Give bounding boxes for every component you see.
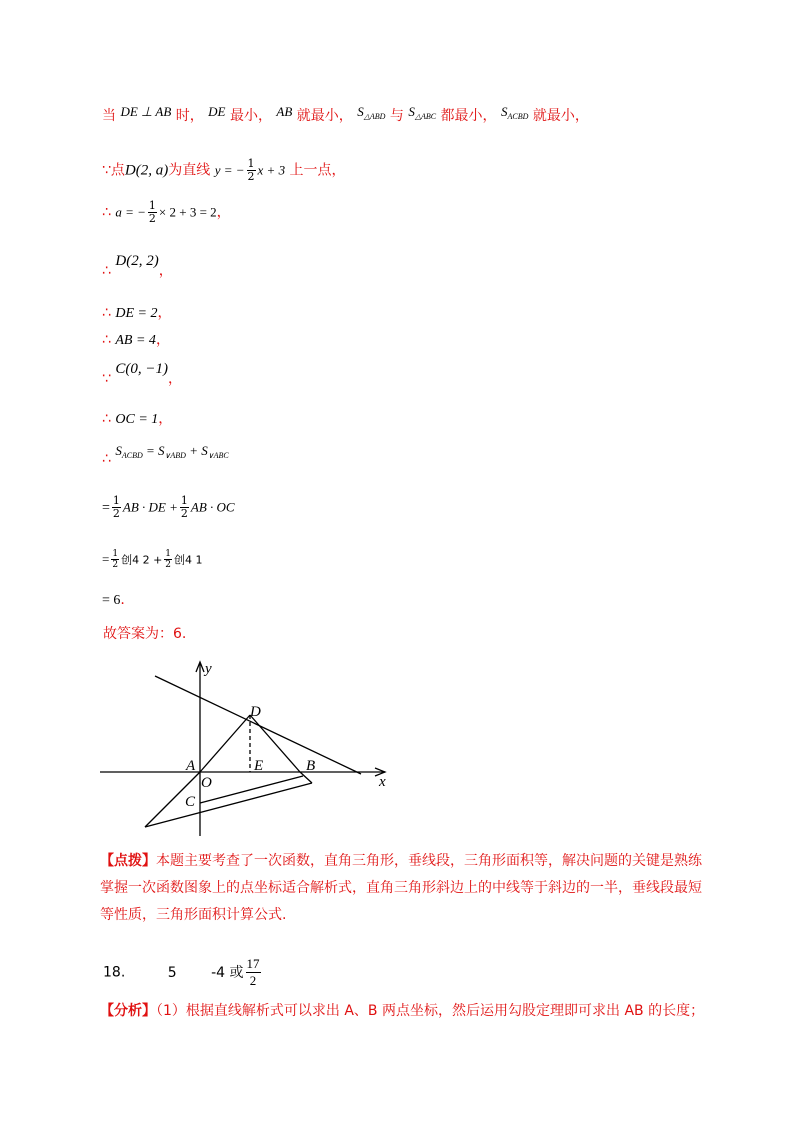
label-x: x bbox=[379, 774, 386, 790]
therefore: ∴ bbox=[102, 263, 111, 279]
fraction: $\frac{1}{2}$ bbox=[148, 199, 156, 225]
fraction: $\frac{1}{2}$ bbox=[112, 549, 119, 570]
line-9 bbox=[102, 443, 229, 467]
fraction: $\frac{1}{2}$ bbox=[180, 494, 188, 520]
fraction: $\frac{1}{2}$ bbox=[247, 157, 255, 183]
text: 就最小， bbox=[296, 108, 353, 124]
math-de-perp-ab: DE ⊥ AB bbox=[120, 104, 172, 119]
text: ， bbox=[158, 263, 173, 279]
line-1 bbox=[102, 104, 589, 125]
math-ab-4: AB = 4 bbox=[115, 333, 156, 348]
math: a = − bbox=[115, 204, 146, 220]
math: y = − bbox=[214, 162, 245, 178]
garbled-math: 创4 1 bbox=[174, 553, 203, 567]
math-s-acbd: $S_{ACBD}$ bbox=[501, 104, 529, 121]
text: 为直线 bbox=[168, 162, 211, 179]
math-de: DE bbox=[208, 104, 226, 119]
q18-number: 18. bbox=[103, 964, 126, 981]
label-c: C bbox=[185, 794, 196, 810]
line-4 bbox=[102, 250, 173, 279]
label-a: A bbox=[186, 758, 196, 774]
math-ab: AB bbox=[276, 104, 293, 119]
text: ， bbox=[157, 305, 172, 321]
line-5 bbox=[102, 302, 171, 322]
text: 都最小， bbox=[440, 108, 497, 124]
answer-line: 故答案为：6. bbox=[103, 626, 187, 642]
fraction: $\frac{1}{2}$ bbox=[112, 494, 120, 520]
fraction-17-2: $\frac{17}{2}$ bbox=[246, 956, 260, 988]
text: ， bbox=[155, 332, 170, 348]
label-e: E bbox=[254, 758, 264, 774]
math: = bbox=[102, 551, 110, 567]
math: × 2 + 3 = 2 bbox=[158, 204, 217, 220]
dianbo-tag: 【点拨】 bbox=[100, 853, 156, 869]
text: ， bbox=[158, 411, 173, 427]
fenxi-tag: 【分析】 bbox=[100, 1003, 156, 1019]
line-11 bbox=[102, 549, 203, 570]
math: AB · OC bbox=[190, 499, 235, 515]
math-s-abd: $S_{\triangle ABD}$ bbox=[357, 104, 386, 121]
math-d-2-2: D(2, 2) bbox=[115, 253, 159, 269]
line-7 bbox=[102, 358, 182, 387]
q18-line bbox=[103, 956, 263, 989]
text: 时， bbox=[175, 108, 204, 124]
fenxi-text: （1）根据直线解析式可以求出 A、B 两点坐标，然后运用勾股定理即可求出 AB 的长度； bbox=[156, 1003, 705, 1019]
text: 最小， bbox=[229, 108, 272, 124]
label-o: O bbox=[201, 775, 212, 791]
line-3 bbox=[102, 200, 231, 225]
line-10 bbox=[102, 495, 235, 520]
label-b: B bbox=[306, 758, 316, 774]
text: ， bbox=[168, 371, 182, 387]
line-12 bbox=[102, 592, 125, 609]
math-c-0-neg1: C(0, −1) bbox=[115, 361, 168, 377]
math: AB · DE + bbox=[122, 499, 178, 515]
q18-answer-2: -4 或 bbox=[211, 964, 244, 981]
segment-bottom bbox=[145, 783, 312, 827]
text: ∵点 bbox=[102, 162, 125, 179]
therefore: ∴ bbox=[102, 332, 111, 348]
math-oc-1: OC = 1 bbox=[115, 412, 159, 427]
text: 上一点， bbox=[289, 162, 346, 179]
text: ， bbox=[216, 204, 231, 221]
text: 就最小， bbox=[532, 108, 589, 124]
segment-ad bbox=[200, 715, 250, 772]
therefore: ∴ bbox=[102, 451, 111, 467]
math-de-2: DE = 2 bbox=[115, 306, 158, 321]
dianbo-paragraph bbox=[100, 848, 710, 929]
text: 当 bbox=[102, 108, 116, 124]
label-y: y bbox=[205, 661, 212, 677]
dianbo-text: 本题主要考查了一次函数，直角三角形，垂线段，三角形面积等，解决问题的关键是熟练掌握一次函数图象上的点坐标适合解析式，直角三角形斜边上的中线等于斜边的一半，垂线段最短等性质，三角形面积计算公式. bbox=[100, 853, 702, 923]
line-2 bbox=[102, 158, 346, 183]
math: x + 3 bbox=[257, 162, 286, 178]
text: . bbox=[120, 592, 125, 608]
math: = 6 bbox=[102, 593, 121, 608]
therefore: ∴ bbox=[102, 204, 111, 221]
q18-answer-1: 5 bbox=[167, 964, 177, 981]
because: ∵ bbox=[102, 371, 111, 387]
therefore: ∴ bbox=[102, 411, 111, 427]
line-8 bbox=[102, 408, 172, 428]
label-d: D bbox=[250, 704, 261, 720]
math-area-sum: $S_{ACBD} = S_{\vee ABD} + S_{\vee ABC}$ bbox=[115, 443, 229, 460]
geometry-figure bbox=[95, 658, 395, 838]
math: = bbox=[102, 500, 110, 516]
therefore: ∴ bbox=[102, 305, 111, 321]
line-6 bbox=[102, 329, 170, 349]
math-d-2-a: D(2, a) bbox=[124, 162, 169, 179]
math-s-abc: $S_{\triangle ABC}$ bbox=[408, 104, 437, 121]
garbled-math: 创4 2 + bbox=[121, 553, 163, 567]
fenxi-paragraph bbox=[100, 998, 710, 1025]
text: 与 bbox=[389, 108, 404, 124]
fraction: $\frac{1}{2}$ bbox=[165, 549, 172, 570]
